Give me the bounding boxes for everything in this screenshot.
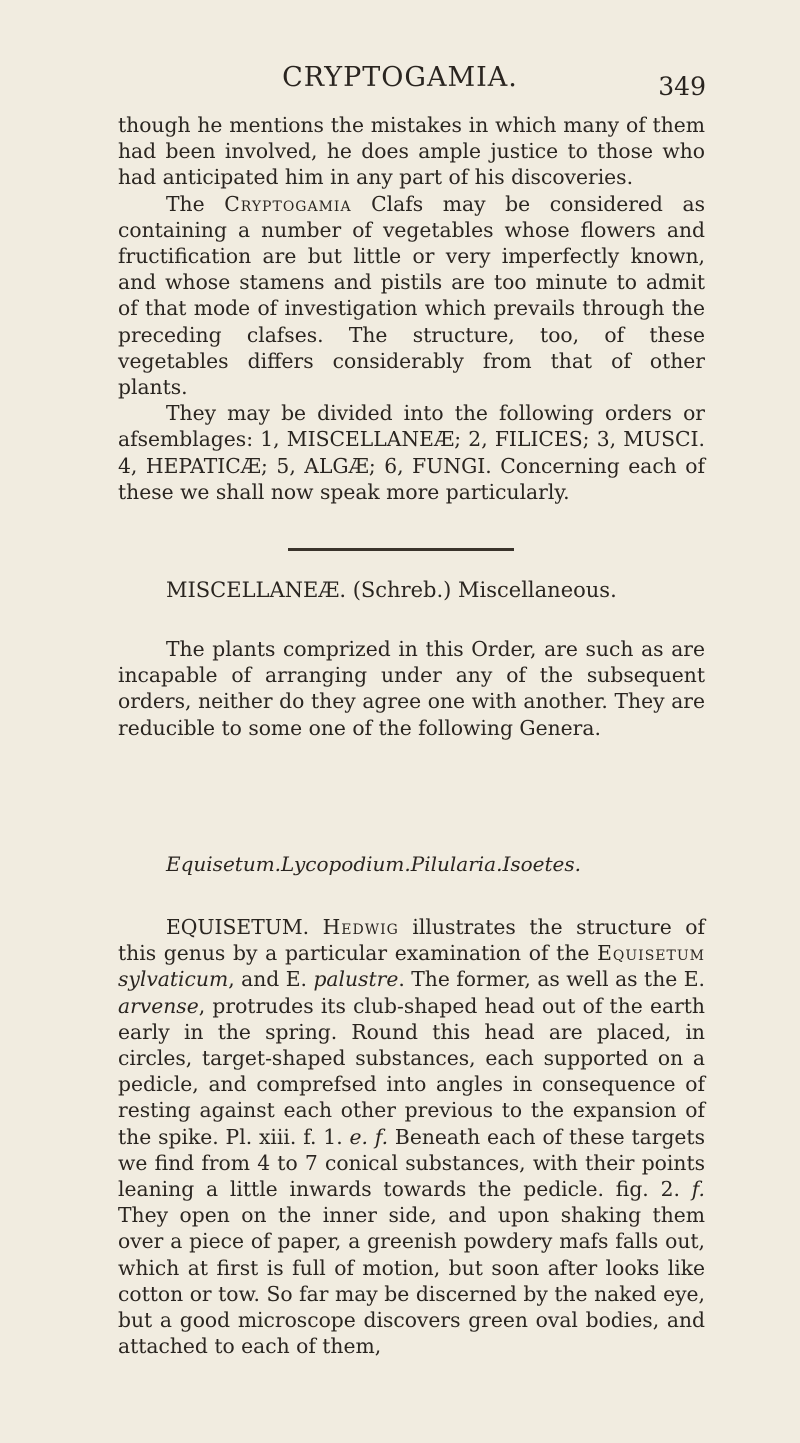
p2-start: The [166, 191, 225, 216]
text-run: illustrates the structure of this genus by a particular examination of the [118, 915, 705, 966]
genus-equisetum: Equisetum. [166, 852, 282, 876]
genus-lycopodium: Lycopodium. [281, 852, 411, 876]
intro-paragraph-3: They may be divided into the following orders or afsemblages: 1, MISCELLANEÆ; 2, FILICES; 3, MUSCI. 4, HEPATICÆ; 5, ALGÆ; 6, FUNGI. Concerning each of these we shall now speak more particularly. [118, 401, 705, 504]
figure-ref-f: f. [691, 1177, 705, 1202]
intro-paragraph-1: though he mentions the mistakes in which many of them had been involved, he does ample justice to those who had anticipated him in any part of his discoveries. [118, 113, 705, 190]
page-number: 349 [658, 72, 706, 101]
text-run: , and E. [228, 967, 314, 992]
p2-rest: Clafs may be considered as containing a number of vegetables whose flowers and fructification are but little or very imperfectly known, and whose stamens and pistils are too minute to admit of that mode of investigation which prevails through the preceding clafses. The structure, too, of these vegetables differs considerably from that of other plants. [118, 191, 705, 400]
text-run: They open on the inner side, and upon shaking them over a piece of paper, a greenish powdery mafs falls out, which at first is full of motion, but soon after looks like cotton or tow. So far may be discerned by the naked eye, but a good microscope discovers green oval bodies, and attached to each of them, [118, 1203, 705, 1359]
section-paragraph: The plants comprized in this Order, are such as are incapable of arranging under any of the subsequent orders, neither do they agree one with another. They are reducible to some one of the following Genera. [118, 637, 705, 740]
genus-pilularia: Pilularia. [410, 852, 503, 876]
author-hedwig: Hedwig [322, 915, 399, 939]
section-heading: MISCELLANEÆ. (Schreb.) Miscellaneous. [166, 578, 617, 602]
section-intro [118, 636, 705, 741]
species-sylvaticum: sylvaticum [118, 967, 229, 992]
species-arvense: arvense [118, 993, 199, 1018]
equisetum-lead: EQUISETUM. [166, 915, 310, 939]
section-divider [288, 548, 514, 551]
genus-isoetes: Isoetes. [502, 852, 581, 876]
equisetum-paragraph [118, 914, 705, 1359]
page-header [0, 62, 800, 102]
species-palustre: palustre [313, 967, 399, 992]
text-run: , protrudes its club-shaped head out of the earth early in the spring. Round this head are placed, in circles, target-shaped substances, each supported on a pedicle, and comprefsed into angles in consequence of resting against each other previous to the expansion of the spike. Pl. xiii. f. 1. [118, 993, 705, 1149]
text-run: . The former, as well as the E. [398, 967, 705, 992]
intro-paragraph-2 [118, 191, 705, 401]
genera-list [118, 852, 705, 876]
running-title: CRYPTOGAMIA. [282, 62, 518, 93]
cryptogamia-term: Cryptogamia [224, 191, 352, 216]
text-run: Beneath each of these targets we find from 4 to 7 conical substances, with their points leaning a little inwards towards the pedicle. fig. 2. [118, 1124, 705, 1202]
intro-text [118, 112, 705, 505]
genus-name: Equisetum [597, 941, 705, 966]
figure-ref-ef: e. f. [349, 1124, 389, 1149]
equisetum-entry [118, 914, 705, 1359]
